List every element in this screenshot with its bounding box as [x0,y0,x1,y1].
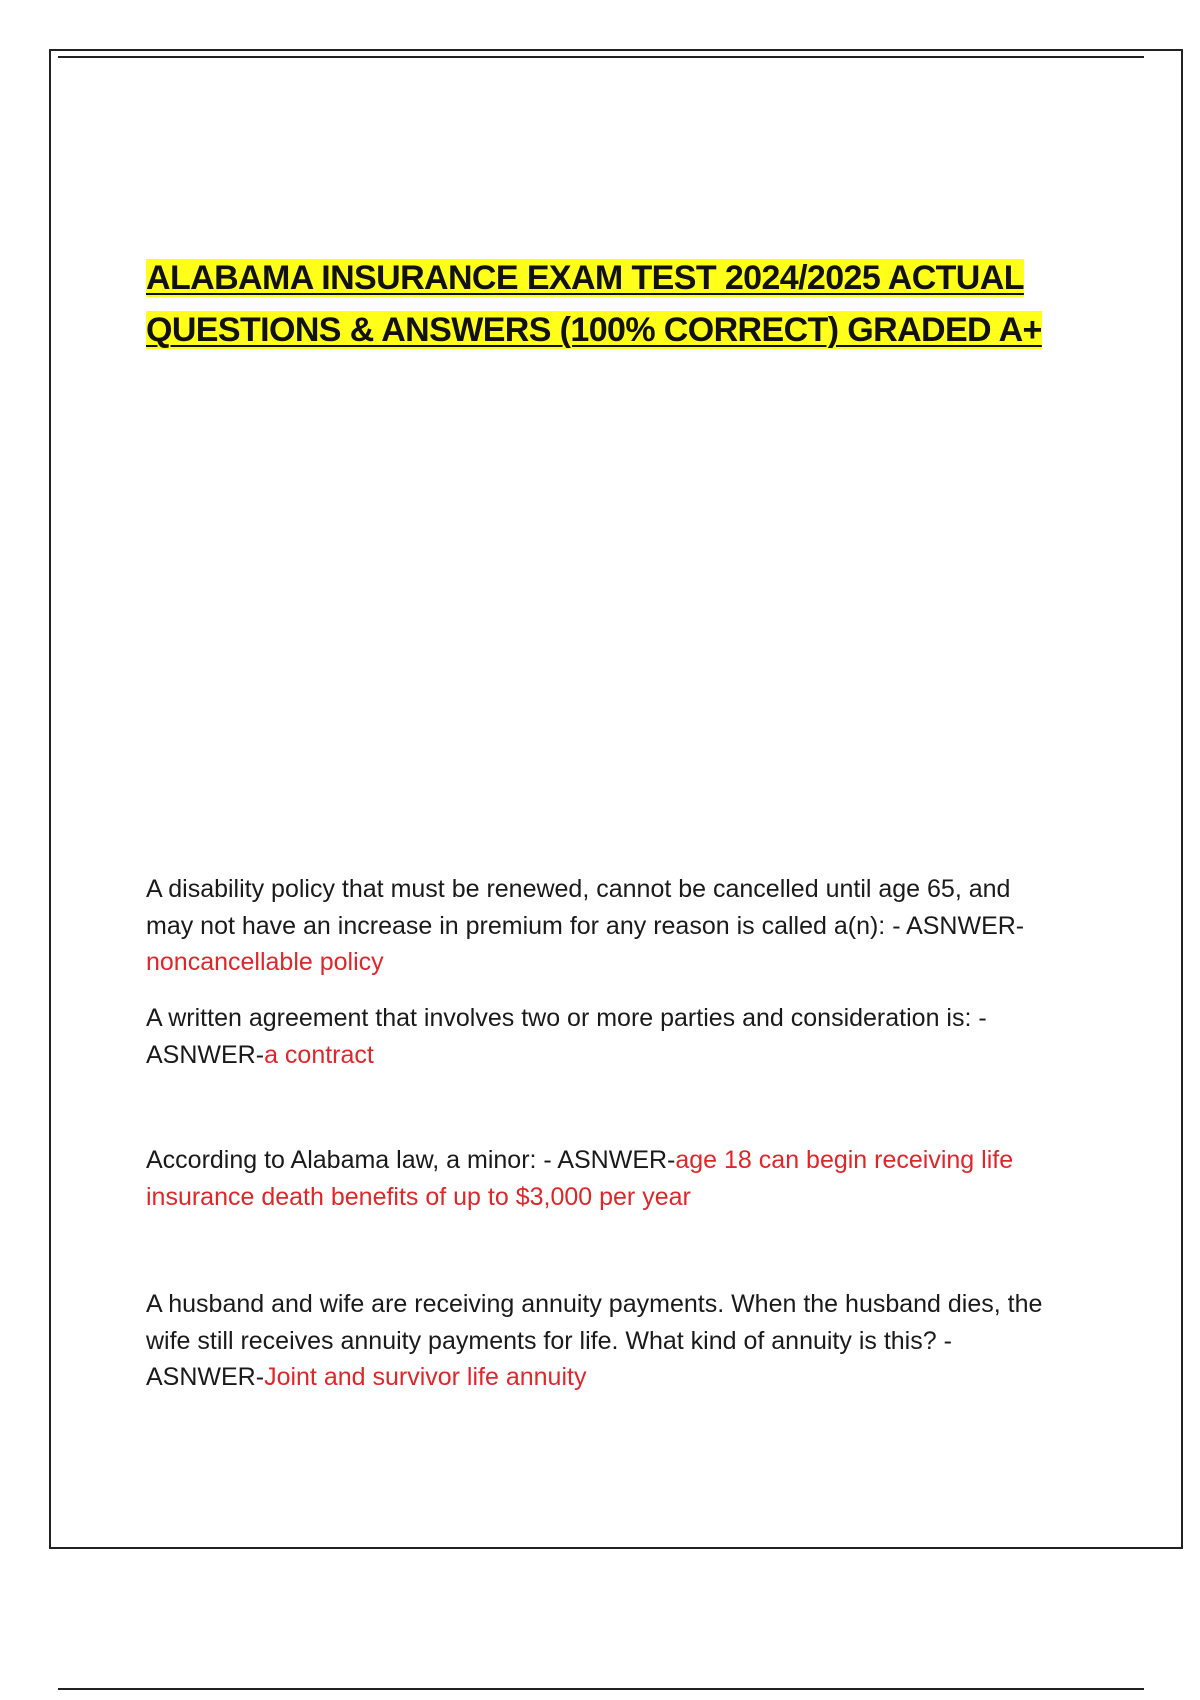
title-line-1: ALABAMA INSURANCE EXAM TEST 2024/2025 ACTUAL [146,259,1024,297]
answer-text: insurance death benefits of up to $3,000 per year [146,1182,691,1211]
bottom-rule [58,1688,1144,1690]
question-text: A written agreement that involves two or more parties and consideration is: - [146,1004,987,1032]
question-text: A disability policy that must be renewed, cannot be cancelled until age 65, and [146,875,1011,903]
document-title [146,252,1076,356]
answer-text: a contract [264,1040,374,1069]
answer-text: Joint and survivor life annuity [264,1363,587,1391]
question-text: According to Alabama law, a minor: - ASNWER- [146,1146,676,1174]
qa-item-1 [146,871,1086,981]
question-text: may not have an increase in premium for any reason is called a(n): - ASNWER- [146,911,1025,940]
question-text: A husband and wife are receiving annuity payments. When the husband dies, the [146,1290,1043,1318]
question-text: wife still receives annuity payments for life. What kind of annuity is this? - [146,1326,952,1355]
answer-text: noncancellable policy [146,948,384,976]
title-line-2: QUESTIONS & ANSWERS (100% CORRECT) GRADED A+ [146,311,1042,349]
qa-item-2 [146,1000,1086,1073]
qa-item-4 [146,1286,1086,1396]
answer-text: age 18 can begin receiving life [675,1146,1014,1174]
question-text: ASNWER- [146,1363,265,1391]
question-text: ASNWER- [146,1040,265,1069]
qa-item-3 [146,1142,1086,1215]
